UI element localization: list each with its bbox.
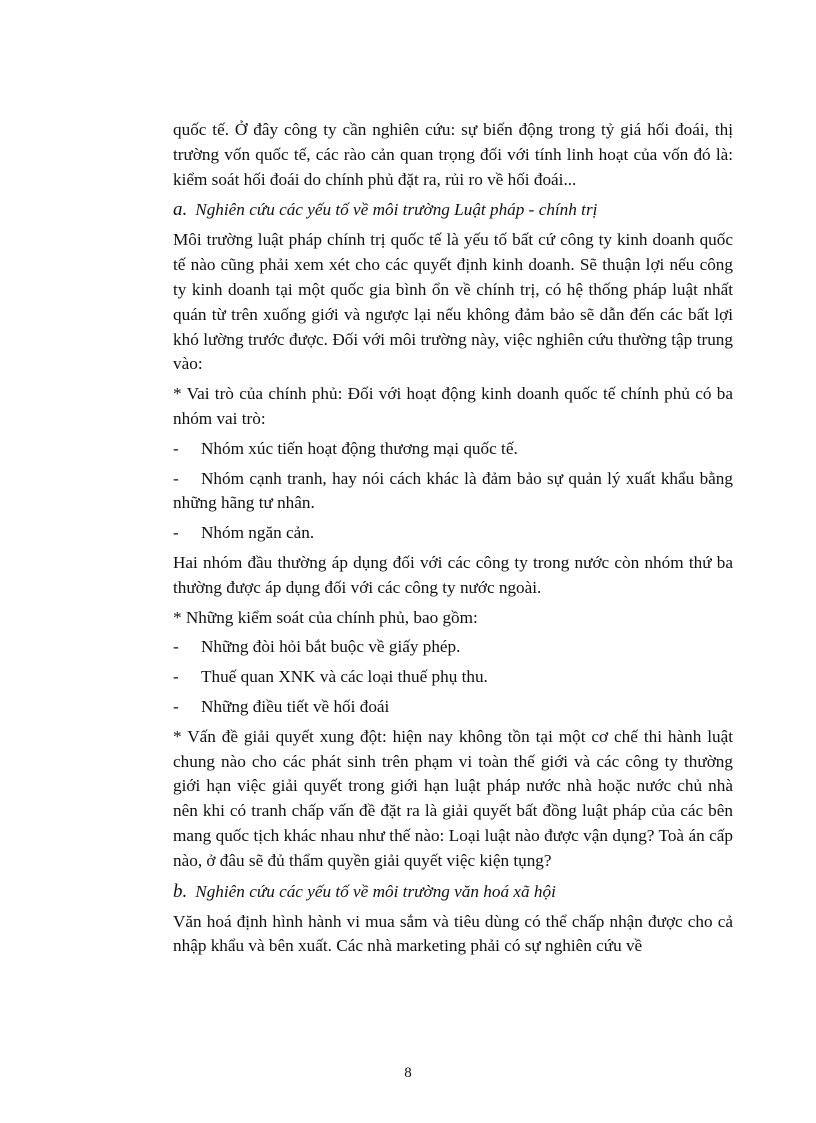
list-item-control-3: [173, 695, 733, 720]
body-text: [173, 118, 733, 959]
list-item-text: Thuế quan XNK và các loại thuế phụ thu.: [201, 667, 488, 687]
paragraph-groups: Hai nhóm đầu thường áp dụng đối với các công ty trong nước còn nhóm thứ ba thường được áp dụng đối với các công ty nước ngoài.: [173, 552, 733, 597]
list-item-text: Nhóm xúc tiến hoạt động thương mại quốc tế.: [201, 438, 518, 458]
list-item-text: Nhóm ngăn cản.: [201, 523, 315, 543]
paragraph-legal-environment: Môi trường luật pháp chính trị quốc tế là yếu tố bất cứ công ty kinh doanh quốc tế nào cũng phải xem xét cho các quyết định kinh doanh. Sẽ thuận lợi nếu công ty kinh doanh tại một quốc gia bình ổn về chính trị, có hệ thống pháp luật nhất quán từ trên xuống giới và ngược lại nếu không đảm bảo sẽ dẫn đến các bất lợi khó lường trước được. Đối với môi trường này, việc nghiên cứu thường tập trung vào:: [173, 230, 733, 374]
bullet-dash: -: [173, 438, 179, 458]
list-item-text: Những điều tiết về hối đoái: [201, 696, 390, 716]
section-title-a: Nghiên cứu các yếu tố về môi trường Luật pháp - chính trị: [195, 200, 598, 220]
paragraph-government-controls: * Những kiểm soát của chính phủ, bao gồm:: [173, 607, 478, 627]
list-item-control-1: [173, 635, 733, 660]
paragraph-government-role: * Vai trò của chính phủ: Đối với hoạt động kinh doanh quốc tế chính phủ có ba nhóm vai trò:: [173, 384, 733, 428]
list-item-text: Nhóm cạnh tranh, hay nói cách khác là đảm bảo sự quản lý xuất khẩu bằng những hãng tư nhân.: [173, 468, 733, 513]
bullet-dash: -: [173, 637, 179, 657]
bullet-dash: -: [173, 523, 179, 543]
bullet-dash: -: [173, 667, 179, 687]
section-title-b: Nghiên cứu các yếu tố về môi trường văn hoá xã hội: [195, 881, 556, 901]
list-item-role-3: [173, 521, 733, 546]
list-item-text: Những đòi hỏi bắt buộc về giấy phép.: [201, 637, 461, 657]
paragraph-conflict-resolution: * Vấn đề giải quyết xung đột: hiện nay không tồn tại một cơ chế thi hành luật chung nào cho các phát sinh trên phạm vi toàn thế giới và các công ty thường giới hạn việc giải quyết trong giới hạn luật pháp nước nhà hoặc nước chủ nhà nên khi có tranh chấp vấn đề đặt ra là giải quyết bất đồng luật pháp của các bên mang quốc tịch khác nhau như thế nào: Loại luật nào được vận dụng? Toà án cấp nào, ở đâu sẽ đủ thẩm quyền giải quyết việc kiện tụng?: [173, 726, 733, 870]
list-item-control-2: [173, 665, 733, 690]
section-letter-b: b.: [173, 880, 188, 902]
paragraph-intro: quốc tế. Ở đây công ty cần nghiên cứu: sự biến động trong tỷ giá hối đoái, thị trường vốn quốc tế, các rào cản quan trọng đối với tính linh hoạt của vốn đó là: kiểm soát hối đoái do chính phủ đặt ra, rủi ro về hối đoái...: [173, 120, 733, 189]
list-item-role-2: [173, 467, 733, 517]
section-heading-a: [173, 197, 733, 223]
bullet-dash: -: [173, 696, 179, 716]
list-item-role-1: [173, 437, 733, 462]
section-heading-b: [173, 879, 733, 905]
bullet-dash: -: [173, 468, 179, 488]
section-letter-a: a.: [173, 199, 188, 221]
page-number: 8: [404, 1065, 412, 1081]
paragraph-culture: Văn hoá định hình hành vi mua sắm và tiêu dùng có thể chấp nhận được cho cả nhập khẩu và bên xuất. Các nhà marketing phải có sự nghiên cứu về: [173, 911, 733, 956]
